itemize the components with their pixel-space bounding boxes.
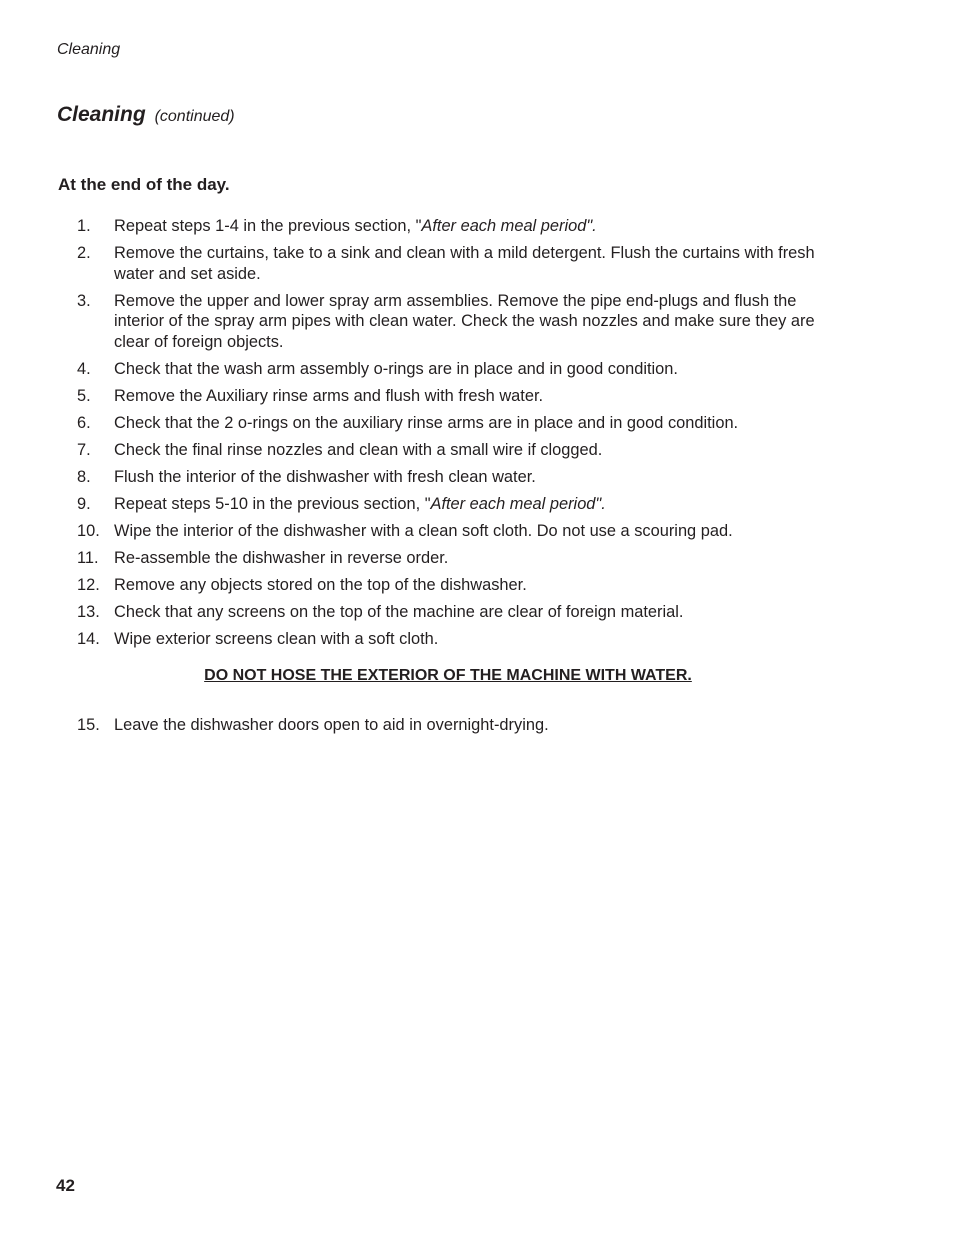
step-item [77, 291, 847, 353]
step-text: Repeat steps 1-4 in the previous section, "After each meal period". [114, 217, 597, 235]
final-steps-list [77, 715, 847, 742]
page-number: 42 [56, 1176, 75, 1195]
step-item [77, 413, 847, 434]
step-item [77, 602, 847, 623]
step-number: 1. [77, 217, 91, 235]
running-header: Cleaning [57, 41, 121, 58]
step-number: 5. [77, 386, 91, 405]
page-title-sub: (continued) [154, 108, 235, 125]
step-item [77, 467, 847, 488]
step-text: Wipe the interior of the dishwasher with a clean soft cloth. Do not use a scouring pad. [114, 521, 733, 540]
steps-list [77, 216, 847, 656]
page-title-main: Cleaning [57, 103, 146, 126]
step-text: Wipe exterior screens clean with a soft cloth. [114, 629, 439, 648]
step-text: Repeat steps 5-10 in the previous section, "After each meal period". [114, 494, 606, 513]
step-number: 2. [77, 244, 91, 262]
step-emphasis: After each meal period". [430, 494, 606, 513]
step-number: 9. [77, 494, 91, 513]
step-number: 15. [77, 716, 100, 734]
step-text: Remove the curtains, take to a sink and clean with a mild detergent. Flush the curtains with fresh water and set aside. [114, 244, 815, 283]
step-number: 11. [77, 548, 99, 567]
step-item [77, 715, 847, 736]
step-item [77, 575, 847, 596]
step-number: 10. [77, 521, 100, 540]
step-item [77, 386, 847, 407]
step-number: 13. [77, 602, 100, 621]
step-number: 3. [77, 291, 91, 310]
step-item [77, 548, 847, 569]
step-text: Leave the dishwasher doors open to aid in overnight-drying. [114, 716, 549, 734]
step-number: 12. [77, 575, 100, 594]
warning-notice: DO NOT HOSE THE EXTERIOR OF THE MACHINE WITH WATER. [204, 667, 692, 684]
step-item [77, 359, 847, 380]
step-number: 14. [77, 629, 100, 648]
step-text: Remove any objects stored on the top of the dishwasher. [114, 575, 527, 594]
step-item [77, 243, 847, 284]
step-number: 4. [77, 359, 91, 378]
step-item [77, 440, 847, 461]
step-text: Re-assemble the dishwasher in reverse order. [114, 548, 449, 567]
step-item [77, 629, 847, 650]
step-text: Remove the upper and lower spray arm assemblies. Remove the pipe end-plugs and flush the interior of the spray arm pipes with clean water. Check the wash nozzles and make sure they are clear of foreign objects. [114, 291, 815, 351]
step-number: 7. [77, 440, 91, 459]
step-item [77, 494, 847, 515]
step-text: Check that any screens on the top of the machine are clear of foreign material. [114, 602, 684, 621]
step-item [77, 216, 847, 237]
step-number: 6. [77, 413, 91, 432]
step-text: Flush the interior of the dishwasher with fresh clean water. [114, 467, 536, 486]
step-emphasis: After each meal period". [421, 217, 597, 235]
section-heading: At the end of the day. [58, 175, 230, 194]
page-title [57, 92, 235, 129]
step-text: Check the final rinse nozzles and clean with a small wire if clogged. [114, 440, 603, 459]
step-number: 8. [77, 467, 91, 486]
step-text: Remove the Auxiliary rinse arms and flush with fresh water. [114, 386, 544, 405]
step-text: Check that the wash arm assembly o-rings are in place and in good condition. [114, 359, 678, 378]
step-text: Check that the 2 o-rings on the auxiliary rinse arms are in place and in good condition. [114, 413, 739, 432]
step-item [77, 521, 847, 542]
